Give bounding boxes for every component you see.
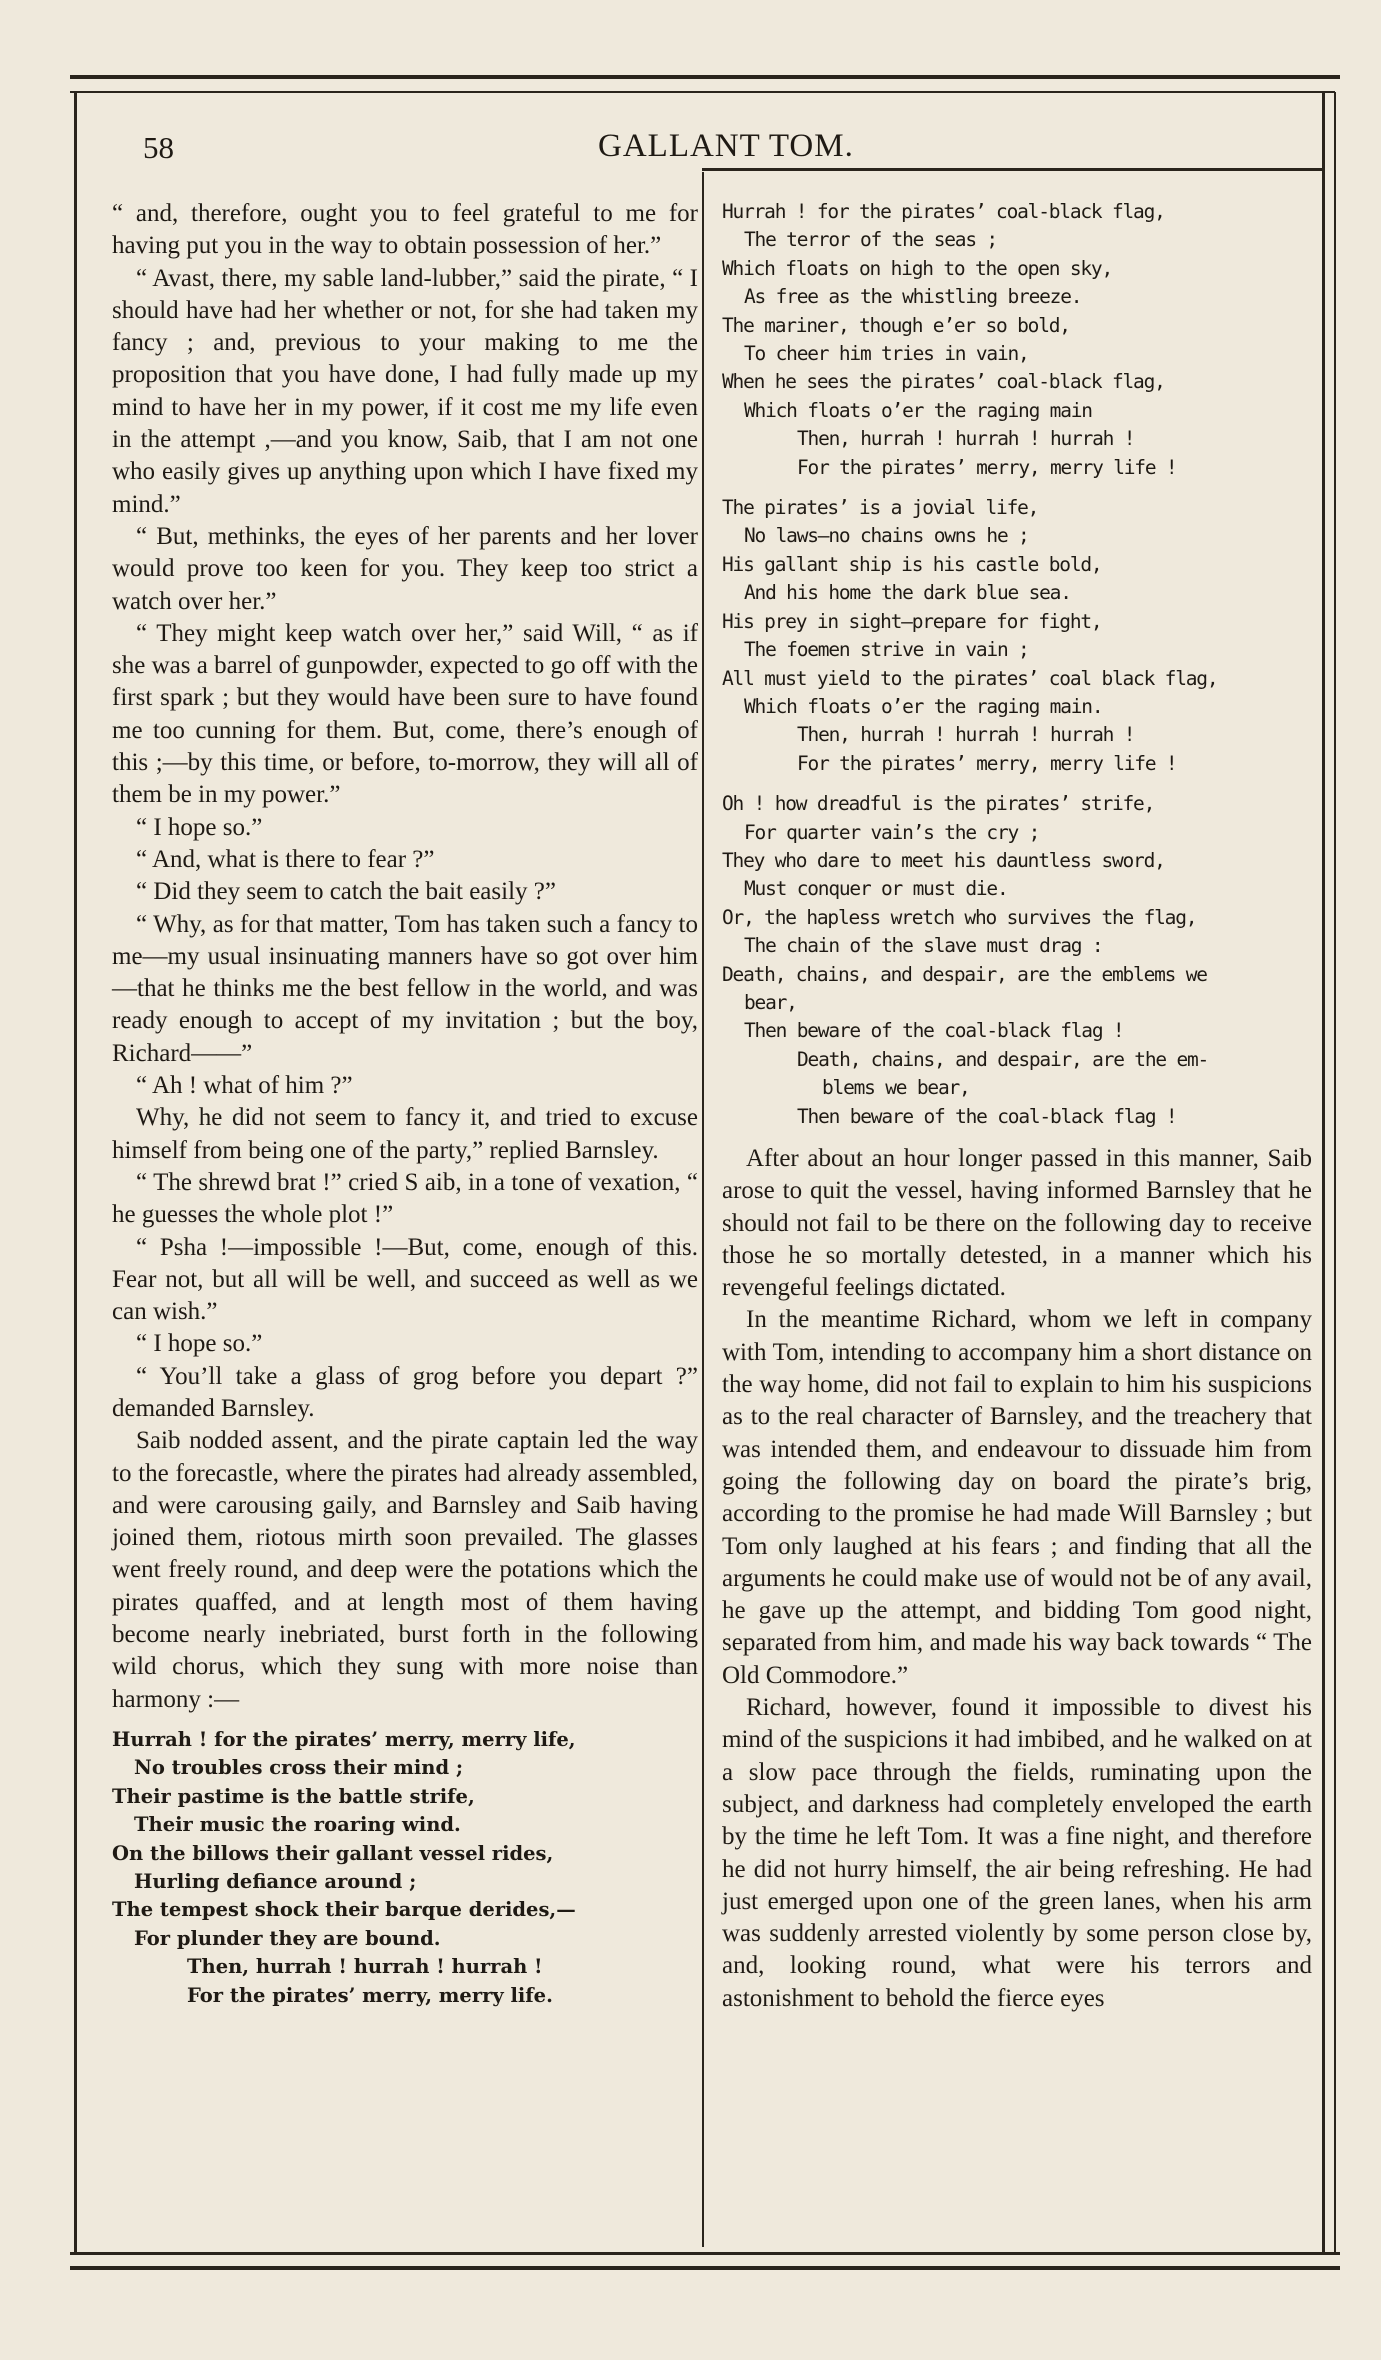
stanza bbox=[722, 494, 1312, 778]
verse-line: Then beware of the coal-black flag ! bbox=[744, 1019, 1124, 1043]
verse-line: Their music the roaring wind. bbox=[134, 1813, 461, 1837]
running-title: GALLANT TOM. bbox=[598, 128, 854, 164]
verse-line: For the pirates’ merry, merry life ! bbox=[797, 455, 1177, 479]
verse-line: No laws—no chains owns he ; bbox=[744, 524, 1029, 548]
verse-line: Then, hurrah ! hurrah ! hurrah ! bbox=[797, 427, 1135, 451]
verse-line: Hurling defiance around ; bbox=[134, 1869, 417, 1893]
paragraph: In the meantime Richard, whom we left in company with Tom, intending to accompany him a short distance on the way home, did not fail to explain to him his suspicions as to the real character of Barnsley, and the treachery that was intended them, and endeavour to dissuade him from going the following day on board the pirate’s brig, according to the promise he had made Will Barnsley ; but Tom only laughed at his fears ; and finding that all the arguments he could make use of would not be of any avail, he gave up the attempt, and bidding Tom good night, separated from him, and made his way back towards “ The Old Commodore.” bbox=[722, 1306, 1312, 1689]
paragraph: Why, he did not seem to fancy it, and tried to excuse himself from being one of the party,” replied Barnsley. bbox=[112, 1104, 698, 1164]
verse-line: bear, bbox=[744, 990, 797, 1014]
paragraph: “ Why, as for that matter, Tom has taken such a fancy to me—my usual insinuating manners have so got over him—that he thinks me the best fellow in the world, and was ready enough to accept of my invitation ; but the boy, Richard——” bbox=[112, 910, 698, 1067]
verse-line: Or, the hapless wretch who survives the flag, bbox=[722, 905, 1197, 929]
verse-line: Which floats o’er the raging main bbox=[744, 398, 1092, 422]
verse-line: Then beware of the coal-black flag ! bbox=[797, 1104, 1177, 1128]
frame-top-rule-inner bbox=[70, 91, 1335, 93]
verse-line: The chain of the slave must drag : bbox=[744, 934, 1103, 958]
paragraph: “ Did they seem to catch the bait easily ?” bbox=[136, 878, 556, 906]
verse-line: The terror of the seas ; bbox=[744, 228, 997, 252]
verse-line: The tempest shock their barque derides,— bbox=[112, 1898, 576, 1922]
verse-line: As free as the whistling breeze. bbox=[744, 285, 1082, 309]
verse-line: Then, hurrah ! hurrah ! hurrah ! bbox=[187, 1955, 543, 1979]
verse-line: Hurrah ! for the pirates’ merry, merry life, bbox=[112, 1727, 576, 1751]
left-prose bbox=[112, 198, 698, 1716]
verse-line: Hurrah ! for the pirates’ coal-black flag, bbox=[722, 200, 1165, 223]
paragraph: “ They might keep watch over her,” said Will, “ as if she was a barrel of gunpowder, expected to go off with the first spark ; but they would have been sure to have found me too cunning for them. But, come, there’s enough of this ;—by this time, or before, to-morrow, they will all of them be in my power.” bbox=[112, 619, 698, 809]
verse-line: blems we bear, bbox=[822, 1076, 970, 1100]
left-column bbox=[112, 198, 698, 2010]
verse-line: Death, chains, and despair, are the emblems we bbox=[722, 962, 1207, 986]
paragraph: “ And, what is there to fear ?” bbox=[136, 845, 435, 873]
verse-line: His gallant ship is his castle bold, bbox=[722, 552, 1102, 576]
verse-line: His prey in sight—prepare for fight, bbox=[722, 609, 1102, 633]
verse-line: They who dare to meet his dauntless sword, bbox=[722, 848, 1165, 872]
paragraph: “ and, therefore, ought you to feel grateful to me for having put you in the way to obtain possession of her.” bbox=[112, 200, 698, 260]
column-divider bbox=[702, 172, 704, 2247]
verse-line: Which floats on high to the open sky, bbox=[722, 256, 1112, 280]
verse-line: All must yield to the pirates’ coal black flag, bbox=[722, 666, 1218, 690]
verse-line: The foemen strive in vain ; bbox=[744, 638, 1029, 662]
left-verse-chorus bbox=[112, 1726, 698, 2010]
verse-line: Oh ! how dreadful is the pirates’ strife, bbox=[722, 792, 1155, 816]
verse-line: For quarter vain’s the cry ; bbox=[744, 820, 1040, 844]
paragraph: “ Ah ! what of him ?” bbox=[136, 1072, 353, 1100]
right-verse-chorus bbox=[722, 198, 1312, 1131]
verse-line: And his home the dark blue sea. bbox=[744, 581, 1071, 605]
paragraph: “ You’ll take a glass of grog before you depart ?” demanded Barnsley. bbox=[112, 1362, 698, 1422]
verse-line: Their pastime is the battle strife, bbox=[112, 1784, 475, 1808]
verse-line: Then, hurrah ! hurrah ! hurrah ! bbox=[797, 723, 1135, 747]
verse-line: On the billows their gallant vessel rides, bbox=[112, 1841, 554, 1865]
verse-line: Which floats o’er the raging main. bbox=[744, 694, 1103, 718]
paragraph: “ Avast, there, my sable land-lubber,” said the pirate, “ I should have had her whether or not, for she had taken my fancy ; and, previous to your making to me the proposition that you have done, I had fully made up my mind to have her in my power, if it cost me my life even in the attempt ,—and you know, Saib, that I am not one who easily gives up anything upon which I have fixed my mind.” bbox=[112, 264, 698, 518]
verse-line: For the pirates’ merry, merry life. bbox=[187, 1983, 553, 2007]
header-rule bbox=[702, 168, 1322, 171]
verse-line: For plunder they are bound. bbox=[134, 1926, 441, 1950]
paragraph: “ Psha !—impossible !—But, come, enough of this. Fear not, but all will be well, and succeed as well as we can wish.” bbox=[112, 1233, 698, 1326]
verse-line: Must conquer or must die. bbox=[744, 877, 1008, 901]
paragraph: Richard, however, found it impossible to divest his mind of the suspicions it had imbibed, and he walked on at a slow pace through the fields, ruminating upon the subject, and darkness had completely enveloped the earth by the time he left Tom. It was a fine night, and therefore he did not hurry himself, the air being refreshing. He had just emerged upon one of the green lanes, when his arm was suddenly arrested violently by some person close by, and, looking round, what were his terrors and astonishment to behold the fierce eyes bbox=[722, 1694, 1312, 2012]
frame-right-rule bbox=[1322, 92, 1325, 2254]
right-column bbox=[722, 198, 1312, 2015]
verse-line: No troubles cross their mind ; bbox=[134, 1756, 464, 1780]
verse-line: Death, chains, and despair, are the em- bbox=[797, 1047, 1209, 1071]
paragraph: “ But, methinks, the eyes of her parents and her lover would prove too keen for you. They keep too strict a watch over her.” bbox=[112, 522, 698, 615]
verse-line: When he sees the pirates’ coal-black flag, bbox=[722, 370, 1165, 394]
frame-left-rule bbox=[74, 92, 77, 2254]
verse-line: For the pirates’ merry, merry life ! bbox=[797, 751, 1177, 775]
right-prose bbox=[722, 1143, 1312, 2015]
paragraph: “ I hope so.” bbox=[136, 813, 263, 841]
page-number: 58 bbox=[143, 130, 174, 165]
frame-bottom-rule-outer bbox=[70, 2266, 1340, 2270]
verse-line: To cheer him tries in vain, bbox=[744, 342, 1029, 366]
paragraph: “ The shrewd brat !” cried S aib, in a tone of vexation, “ he guesses the whole plot !” bbox=[112, 1168, 698, 1229]
frame-bottom-rule bbox=[70, 2252, 1340, 2255]
verse-line: The pirates’ is a jovial life, bbox=[722, 496, 1039, 520]
paragraph: “ I hope so.” bbox=[136, 1330, 263, 1358]
stanza bbox=[722, 790, 1312, 1131]
paragraph: After about an hour longer passed in this manner, Saib arose to quit the vessel, having informed Barnsley that he should not fail to be there on the following day to receive those he so mortally detested, in a manner which his revengeful feelings dictated. bbox=[722, 1145, 1312, 1302]
frame-right-rule-outer bbox=[1334, 92, 1336, 2254]
stanza bbox=[722, 198, 1312, 482]
paragraph: Saib nodded assent, and the pirate captain led the way to the forecastle, where the pirates had already assembled, and were carousing gaily, and Barnsley and Saib having joined them, riotous mirth soon prevailed. The glasses went freely round, and deep were the potations which the pirates quaffed, and at length most of them having become nearly inebriated, burst forth in the following wild chorus, which they sung with more noise than harmony :— bbox=[112, 1427, 698, 1713]
frame-top-rule bbox=[70, 75, 1340, 79]
verse-line: The mariner, though e’er so bold, bbox=[722, 313, 1070, 337]
